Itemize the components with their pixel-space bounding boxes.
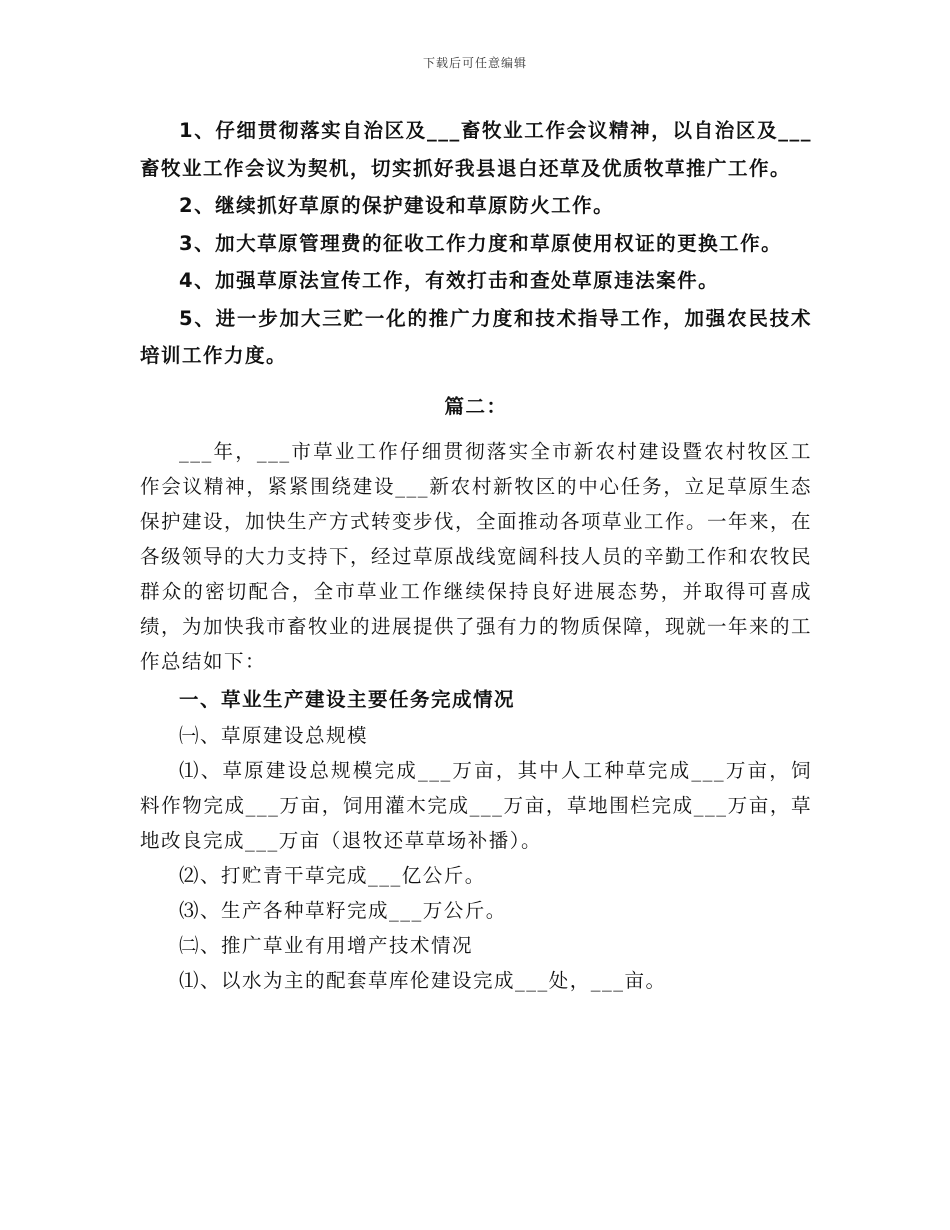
list-item: ⑵、打贮青干草完成___亿公斤。 (179, 864, 486, 887)
intro-paragraph: ___年，___市草业工作仔细贯彻落实全市新农村建设暨农村牧区工作会议精神，紧紧围绕建设___新农村新牧区的中心任务，立足草原生态保护建设，加快生产方式转变步伐，全面推动各项草业工作。一年来，在各级领导的大力支持下，经过草原战线宽阔科技人员的辛勤工作和农牧民群众的密切配合，全市草业工作继续保持良好进展态势，并取得可喜成绩，为加快我市畜牧业的进展提供了强有力的物质保障，现就一年来的工作总结如下： (140, 439, 813, 673)
list-item: ⑴、以水为主的配套草库伦建设完成___处，___亩。 (179, 969, 667, 992)
document-body (140, 112, 812, 998)
list-item: ⑴、草原建设总规模完成___万亩，其中人工种草完成___万亩，饲料作物完成___万亩，饲用灌木完成___万亩，草地围栏完成___万亩，草地改良完成___万亩（退牧还草草场补播）。 (140, 759, 812, 852)
section-title: 篇二： (444, 394, 508, 418)
section-heading: 一、草业生产建设主要任务完成情况 (179, 687, 516, 711)
list-item: 1、仔细贯彻落实自治区及___畜牧业工作会议精神，以自治区及___畜牧业工作会议为契机，切实抓好我县退白还草及优质牧草推广工作。 (140, 119, 812, 180)
list-item: 4、加强草原法宣传工作，有效打击和查处草原违法案件。 (179, 269, 720, 292)
list-item: ⑶、生产各种草籽完成___万公斤。 (179, 899, 507, 922)
subsection-title: ㈡、推广草业有用增产技术情况 (179, 934, 474, 957)
list-item: 2、继续抓好草原的保护建设和草原防火工作。 (179, 194, 615, 217)
list-item: 3、加大草原管理费的征收工作力度和草原使用权证的更换工作。 (179, 231, 783, 255)
page-header: 下载后可任意编辑 (422, 56, 527, 70)
list-item: 5、进一步加大三贮一化的推广力度和技术指导工作，加强农民技术培训工作力度。 (140, 306, 812, 367)
subsection-title: ㈠、草原建设总规模 (179, 724, 369, 747)
